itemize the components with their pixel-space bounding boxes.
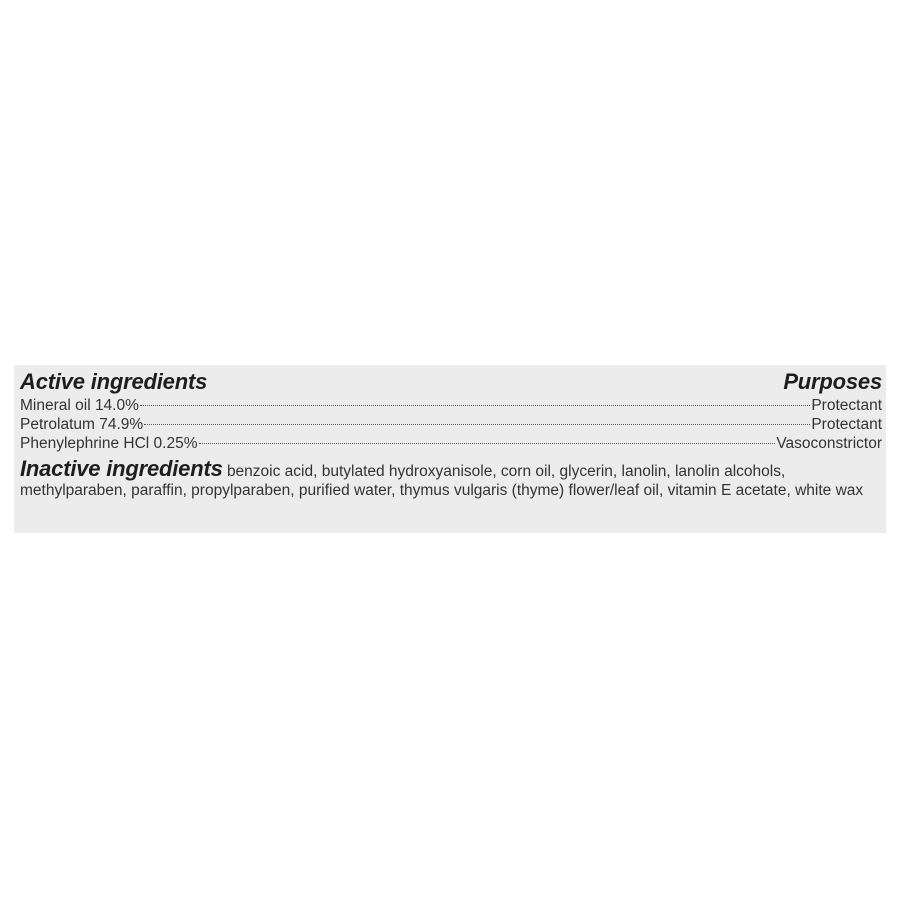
dot-leader — [144, 424, 810, 425]
drug-facts-panel — [14, 365, 886, 533]
inactive-ingredients-heading: Inactive ingredients — [20, 456, 223, 481]
active-ingredients-heading: Active ingredients — [20, 369, 208, 394]
ingredient-name: Phenylephrine HCl 0.25% — [20, 435, 198, 452]
ingredient-row — [20, 396, 882, 415]
purposes-heading: Purposes — [783, 369, 882, 394]
ingredient-name: Mineral oil 14.0% — [20, 397, 139, 414]
ingredient-purpose: Protectant — [811, 416, 882, 433]
ingredient-purpose: Vasoconstrictor — [776, 435, 882, 452]
active-ingredients-header — [20, 368, 882, 396]
ingredient-purpose: Protectant — [811, 397, 882, 414]
ingredient-name: Petrolatum 74.9% — [20, 416, 144, 433]
dot-leader — [140, 405, 810, 406]
inactive-ingredients-list: benzoic acid, butylated hydroxyanisole, corn oil, glycerin, lanolin, lanolin alcohols, methylparaben, paraffin, propylparaben, purified water, thymus vulgaris (thyme) flower/leaf oil, vitamin E acetate, white wax — [20, 463, 864, 499]
ingredient-row — [20, 415, 882, 434]
ingredient-row — [20, 434, 882, 453]
inactive-ingredients-section — [20, 456, 882, 500]
dot-leader — [199, 443, 776, 444]
